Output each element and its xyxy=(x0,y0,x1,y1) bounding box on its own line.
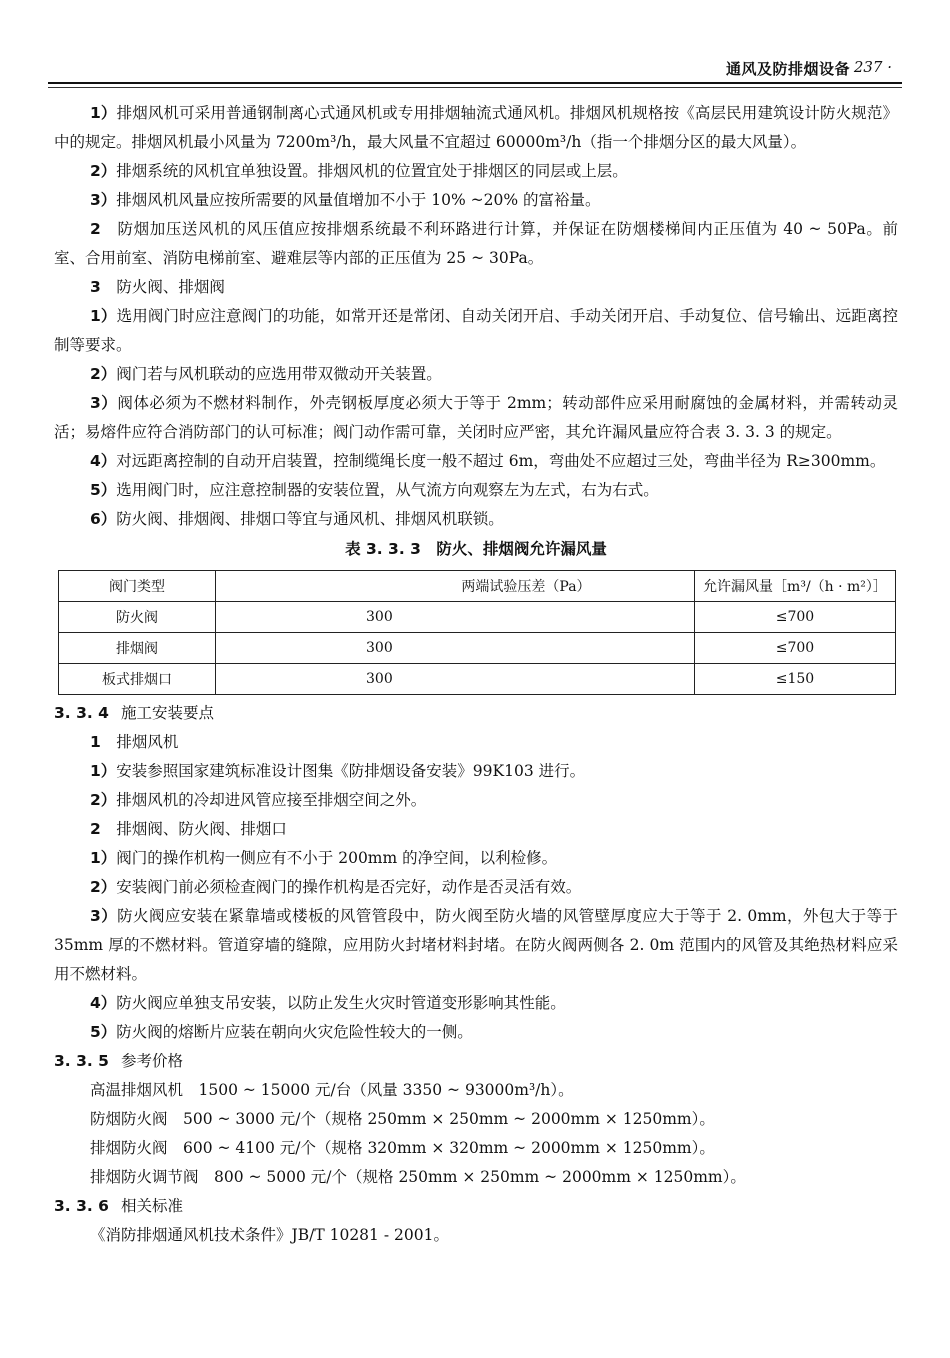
fan-item-1: 1）排烟风机可采用普通钢制离心式通风机或专用排烟轴流式通风机。排烟风机规格按《高层民用建筑设计防火规范》中的规定。排烟风机最小风量为 7200m³/h，最大风量不宜超过 60000m³/h（指一个排烟分区的最大风量）。 xyxy=(54,104,898,151)
table-cell: 防火阀 xyxy=(59,602,216,633)
price-line: 高温排烟风机 1500 ~ 15000 元/台（风量 3350 ~ 93000m³/h）。 xyxy=(90,1081,574,1099)
table-row xyxy=(59,602,896,633)
page-header xyxy=(0,0,950,80)
table-row xyxy=(59,664,896,695)
pressurization-paragraph: 2 防烟加压送风机的风压值应按排烟系统最不利环路进行计算，并保证在防烟楼梯间内正压值为 40 ~ 50Pa。前室、合用前室、消防电梯前室、避难层等内部的正压值为 25 ~ 30Pa。 xyxy=(54,220,898,267)
table-cell: ≤150 xyxy=(695,664,896,695)
install-fan-item-1: 1）安装参照国家建筑标准设计图集《防排烟设备安装》99K103 进行。 xyxy=(90,762,586,780)
table-cell: 300 xyxy=(216,633,695,664)
fan-item-2: 2）排烟系统的风机宜单独设置。排烟风机的位置宜处于排烟区的同层或上层。 xyxy=(90,162,628,180)
page-number: · 237 · xyxy=(844,58,892,76)
install-valve-item-2: 2）安装阀门前必须检查阀门的操作机构是否完好，动作是否灵活有效。 xyxy=(90,878,582,896)
table-caption: 表 3. 3. 3 防火、排烟阀允许漏风量 xyxy=(345,540,607,558)
table-header-row xyxy=(59,571,896,602)
table-cell: 排烟阀 xyxy=(59,633,216,664)
table-cell: 300 xyxy=(216,602,695,633)
install-valve-item-5: 5）防火阀的熔断片应装在朝向火灾危险性较大的一侧。 xyxy=(90,1023,473,1041)
install-valve-item-3: 3）防火阀应安装在紧靠墙或楼板的风管管段中，防火阀至防火墙的风管壁厚度应大于等于 2. 0mm，外包大于等于 35mm 厚的不燃材料。管道穿墙的缝隙，应用防火封堵材料封堵。在防火阀两侧各 2. 0m 范围内的风管及其绝热材料应采用不燃材料。 xyxy=(54,907,898,983)
valve-item-4: 4）对远距离控制的自动开启装置，控制缆绳长度一般不超过 6m，弯曲处不应超过三处，弯曲半径为 R≥300mm。 xyxy=(90,452,886,470)
table-cell: 板式排烟口 xyxy=(59,664,216,695)
header-rule-thin xyxy=(48,87,902,88)
valve-item-6: 6）防火阀、排烟阀、排烟口等宜与通风机、排烟风机联锁。 xyxy=(90,510,504,528)
table-cell: ≤700 xyxy=(695,602,896,633)
install-valve-item-1: 1）阀门的操作机构一侧应有不小于 200mm 的净空间，以利检修。 xyxy=(90,849,558,867)
install-valve-item-4: 4）防火阀应单独支吊安装，以防止发生火灾时管道变形影响其性能。 xyxy=(90,994,566,1012)
valve-item-2: 2）阀门若与风机联动的应选用带双微动开关装置。 xyxy=(90,365,442,383)
price-line: 排烟防火阀 600 ~ 4100 元/个（规格 320mm × 320mm ~ 2000mm × 1250mm）。 xyxy=(90,1139,715,1157)
fan-item-3: 3）排烟风机风量应按所需要的风量值增加不小于 10% ~20% 的富裕量。 xyxy=(90,191,601,209)
table-header-cell: 阀门类型 xyxy=(59,571,216,602)
header-rule xyxy=(48,82,902,84)
valve-heading: 3 防火阀、排烟阀 xyxy=(90,278,225,296)
valve-item-5: 5）选用阀门时，应注意控制器的安装位置，从气流方向观察左为左式，右为右式。 xyxy=(90,481,659,499)
table-header-cell: 两端试验压差（Pa） xyxy=(216,571,695,602)
running-head-title: 通风及防排烟设备 xyxy=(725,60,850,78)
valve-item-3: 3）阀体必须为不燃材料制作，外壳钢板厚度必须大于等于 2mm；转动部件应采用耐腐蚀的金属材料，并需转动灵活；易熔件应符合消防部门的认可标准；阀门动作需可靠，关闭时应严密，其允许漏风量应符合表 3. 3. 3 的规定。 xyxy=(54,394,898,441)
table-row xyxy=(59,633,896,664)
section-3-3-5-heading: 3. 3. 5 参考价格 xyxy=(54,1052,183,1070)
table-header-cell: 允许漏风量［m³/（h · m²）］ xyxy=(695,571,896,602)
install-valve-heading: 2 排烟阀、防火阀、排烟口 xyxy=(90,820,287,838)
valve-item-1: 1）选用阀门时应注意阀门的功能，如常开还是常闭、自动关闭开启、手动关闭开启、手动复位、信号输出、远距离控制等要求。 xyxy=(54,307,898,354)
standard-line: 《消防排烟通风机技术条件》JB/T 10281 - 2001。 xyxy=(90,1226,449,1244)
section-3-3-6-heading: 3. 3. 6 相关标准 xyxy=(54,1197,183,1215)
price-line: 排烟防火调节阀 800 ~ 5000 元/个（规格 250mm × 250mm ~ 2000mm × 1250mm）。 xyxy=(90,1168,746,1186)
install-fan-heading: 1 排烟风机 xyxy=(90,733,179,751)
page-body xyxy=(54,99,898,1250)
table-cell: 300 xyxy=(216,664,695,695)
price-line: 防烟防火阀 500 ~ 3000 元/个（规格 250mm × 250mm ~ 2000mm × 1250mm）。 xyxy=(90,1110,715,1128)
table-cell: ≤700 xyxy=(695,633,896,664)
leakage-table xyxy=(58,570,896,695)
section-3-3-4-heading: 3. 3. 4 施工安装要点 xyxy=(54,704,214,722)
install-fan-item-2: 2）排烟风机的冷却进风管应接至排烟空间之外。 xyxy=(90,791,427,809)
